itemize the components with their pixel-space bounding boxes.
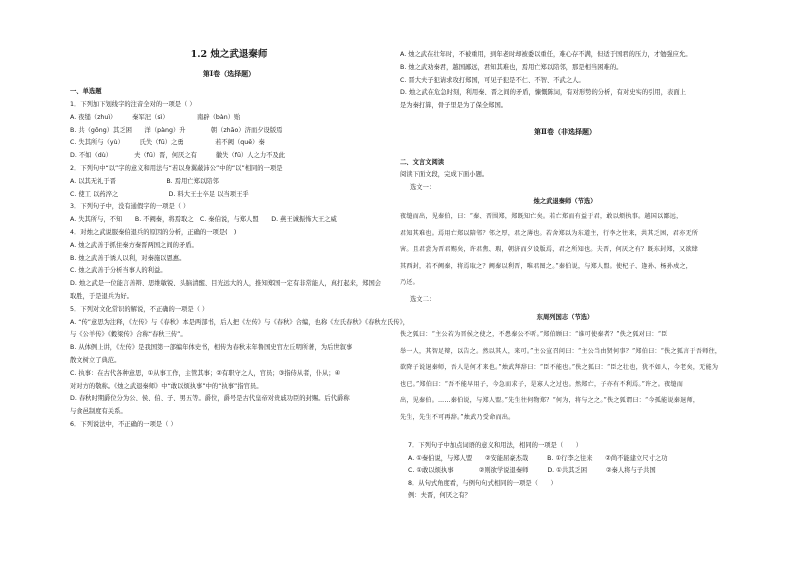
text-line: B. 共（gōng）其乏困 洋（pàng）升 朝（zhāo）济而夕设版焉 — [70, 126, 283, 134]
part-two-heading: 第Ⅱ卷（非选择题） — [534, 127, 596, 136]
text-line: A. 失其所与，不知 B. 不阙秦，将焉取之 C. 秦伯说，与郑人盟 D. 燕王诚振怖大王之威 — [70, 216, 337, 224]
text-line: 欲降子说退秦师，吾人是何才来也。”烛武拜辞曰：“臣不能也。”佚之狐曰：“臣之壮也，犹不如人，今老矣，无能为 — [400, 364, 719, 371]
text-line: C. 烛之武善于分析当事人的利益。 — [70, 267, 167, 275]
text-line: 对对方的敬称。《烛之武退秦师》中“敢以烦执事”中的“执事”指官员。 — [70, 382, 263, 390]
selection-one-title: 烛之武退秦师（节选） — [533, 198, 597, 205]
text-line: 散文树立了典范。 — [70, 357, 121, 364]
text-line: 其西封，若不阙秦，将焉取之？阙秦以利晋，唯君图之。”秦伯说，与郑人盟。使杞子、逢孙、杨孙戍之， — [400, 262, 693, 270]
text-line: 害。且君尝为晋君赐矣，许君焦、瑕，朝济而夕设版焉，君之所知也。夫晋，何厌之有？既东封郑，又欲肆 — [400, 246, 699, 253]
text-line: 6．下列说法中，不正确的一项是（ ） — [70, 421, 177, 428]
text-line: D. 烛之武是一位能言善辩、思维敏锐、头脑清醒、目光远大的人，推知郑国一定有非常能人，真打起来，郑国会 — [70, 280, 382, 288]
text-line: B. 烛之武善于诱人以利，对秦施以恩惠。 — [70, 254, 186, 262]
text-line: 1．下列加下划线字的注音全对的一项是（ ） — [70, 101, 196, 108]
text-line: 2．下列句中“以”字的意义和用法与“若以身翼蔽沛公”中的“以”相同的一项是 — [70, 165, 283, 172]
text-line: 君知其难也。焉用亡郑以陪邻？邻之厚，君之薄也。若舍郑以为东道主，行李之往来，共其乏困，君亦无所 — [400, 229, 699, 237]
text-line: 先生，先生不可再辞。”烛武乃受命而出。 — [400, 413, 515, 421]
text-line: 夜缒而出，见秦伯，曰：“秦、晋围郑，郑既知亡矣。若亡郑而有益于君，敢以烦执事。越国以鄙远， — [400, 213, 683, 220]
section-one-heading: 一、单选题 — [70, 88, 102, 95]
text-line: C. 执事：在古代各种意思，①从事工作，主管其事；②有职守之人，官员；③指侍从者，仆从；④ — [70, 369, 341, 377]
text-line: B. 从体例上讲，《左传》是我国第一部编年体史书，相传为春秋末年鲁国史官左丘明所著，为后世叙事 — [70, 344, 353, 352]
text-line: 取胜，于是退兵为好。 — [70, 293, 133, 300]
document-title: 1.2 烛之武退秦师 — [190, 49, 268, 60]
text-line: D. 烛之武在危急时刻，利用秦、晋之间的矛盾，慷慨陈词，有对形势的分析，有对史实的引用，表面上 — [400, 89, 686, 97]
text-line: 例：夫晋，何厌之有？ — [408, 492, 471, 499]
text-line: A. “传”意思为注释，《左传》与《春秋》本是两部书，后人把《左传》与《春秋》合编，也称《左氏春秋》《春秋左氏传》， — [70, 318, 410, 326]
text-line: 与食邑制度有关系。 — [70, 408, 127, 416]
selection-two-title: 东周列国志（节选） — [536, 314, 594, 321]
text-line: D. 春秋时期爵位分为公、侯、伯、子、男五等。爵位，爵号是古代皇帝对贵戚功臣的封赐。后代爵称 — [70, 395, 350, 403]
text-line: 乃还。 — [400, 279, 420, 286]
text-line: C. ①敢以烦执事 ②则欲学说退秦师 D. ①共其乏困 ②秦人将与子共国 — [408, 467, 656, 474]
text-line: 7．下列句子中加点词语的意义和用法，相同的一项是（ ） — [408, 442, 583, 449]
text-line: C. 失其所与（yù） 氏失（fū）之勇 若不阙（quē）秦 — [70, 139, 265, 147]
text-line: 出，见秦伯。……秦伯说，与郑人盟。”先生往何物郑？“何为，将与之之。”佚之狐谓曰：“今孤能说秦退师， — [400, 397, 700, 404]
text-line: B. 烛之武劝秦君，越国鄙远，君知其难也，焉用亡郑以陪邻，那是相当困难的。 — [400, 63, 623, 71]
text-line: 佚之狐曰：“主公若为晋侯之使之，不患秦公不听。”郑伯顾曰：“谁可使秦者？”佚之狐对曰：“臣 — [400, 331, 668, 338]
selection-two-label: 选文二： — [410, 296, 436, 303]
text-line: D. 不如（dù） 夫（fū）晋，何厌之有 徽失（fū）人之力不及此 — [70, 152, 286, 160]
text-line: 8．从句式角度看，与例句句式相同的一项是（ ） — [408, 479, 557, 487]
text-line: 3．下列句子中，没有通假字的一项是（ ） — [70, 203, 190, 211]
text-line: A. 烛之武善于抓住秦方秦晋两国之间的矛盾。 — [70, 241, 198, 249]
text-line: A. ①秦伯说，与郑人盟 ②安能屈豪杰哉 B. ①行李之往来 ②尚不能建立尺寸之功 — [408, 454, 668, 462]
part-one-heading: 第Ⅰ卷（选择题） — [202, 69, 256, 78]
text-line: 是为秦打算，骨子里是为了保全郑国。 — [400, 102, 508, 110]
text-line: 与《公羊传》《穀梁传》合称“春秋三传”。 — [70, 331, 187, 339]
text-line: 5．下列对文化常识的解说，不正确的一项是（ ） — [70, 305, 209, 313]
selection-one-label: 选文一： — [410, 184, 436, 191]
section-two-heading: 二、文言文阅读 — [400, 159, 445, 166]
text-line: C. 晋大夫子犯请求攻打郑国，可见子犯是不仁、不智、不武之人。 — [400, 76, 585, 84]
reading-prompt: 阅读下面文段，完成下面小题。 — [400, 171, 489, 178]
text-line: A. 烛之武在壮年时，不被重用，到年老时却被委以重任，难心存不满，但适于国君的压力，才勉强应允。 — [400, 51, 692, 58]
text-line: C. 使工 以药淬之 D. 料大王士卒足 以当项王乎 — [70, 190, 249, 198]
text-line: 4．对烛之武说服秦伯退兵的原因的分析，正确的一项是( ) — [70, 229, 237, 236]
text-line: 也已。”郑伯曰：“吾不能早用子，今急而求子，是寡人之过也。然郑亡，子亦有不利焉。”许之。夜缒而 — [400, 380, 684, 388]
text-line: A. 以其无礼于晋 B. 焉用亡郑以陪邻 — [70, 177, 219, 185]
text-line: 举一人，其智足辩，以告之。然以其人，来可。”主公宣召问曰：“主公当由贤何事？”郑伯曰：“佚之狐言于吾师往， — [400, 347, 722, 355]
text-line: A. 夜缒（zhuì） 秦军汜（sì） 南辟（bàn）贻 — [70, 113, 241, 121]
